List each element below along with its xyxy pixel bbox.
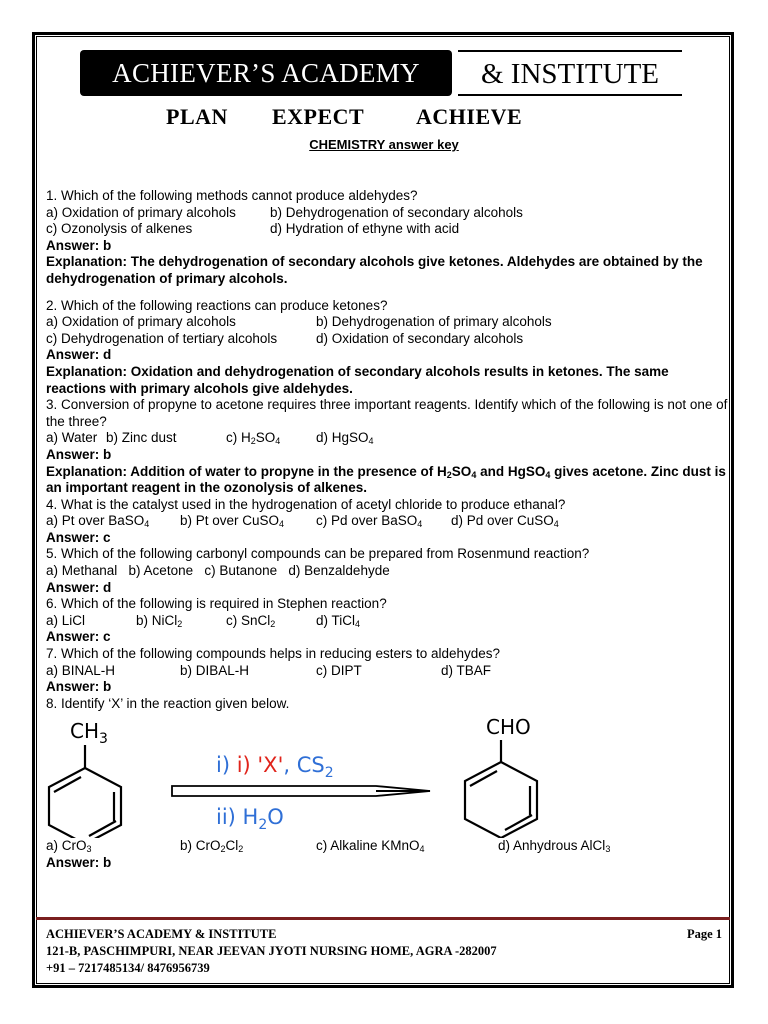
benzaldehyde-label: CHO (486, 715, 531, 740)
q7-text: 7. Which of the following compounds helps in reducing esters to aldehydes? (46, 646, 501, 662)
q3-options (46, 430, 730, 447)
q3-option-a: a) Water (46, 430, 98, 446)
q3-answer: Answer: b (46, 446, 112, 462)
q2-option-b: b) Dehydrogenation of primary alcohols (316, 314, 552, 330)
q7-option-d: d) TBAF (441, 662, 492, 678)
page-number: Page 1 (686, 927, 722, 941)
q8-text: 8. Identify ‘X’ in the reaction given below. (46, 695, 290, 711)
q5-text: 5. Which of the following carbonyl compounds can be prepared from Rosenmund reaction? (46, 546, 590, 562)
q4-answer: Answer: c (46, 529, 111, 545)
q2-option-a: a) Oxidation of primary alcohols (46, 314, 236, 330)
q7-answer: Answer: b (46, 679, 112, 695)
motto-achieve: ACHIEVE (416, 104, 523, 129)
q6-option-c: c) SnCl$_2$ (226, 612, 276, 629)
answer-key-title: CHEMISTRY answer key (309, 137, 459, 152)
reaction-arrow (172, 786, 430, 796)
q8-option-a: a) CrO$_3$ (46, 838, 92, 855)
footer (46, 926, 722, 977)
q2-options-row2 (46, 331, 730, 348)
motto-plan: PLAN (166, 104, 228, 129)
toluene-double-bond-2 (54, 777, 81, 792)
q6-option-d: d) TiCl$_4$ (316, 612, 361, 629)
footer-divider (36, 917, 730, 920)
q6-answer: Answer: c (46, 629, 111, 645)
q6-options (46, 613, 730, 630)
q8-option-d: d) Anhydrous AlCl$_3$ (498, 838, 611, 855)
q8-option-b: b) $CrO_2Cl_2$ (180, 838, 244, 855)
q4-option-d: d) Pd over CuSO$_4$ (451, 513, 559, 530)
q4-option-b: b) Pt over CuSO$_4$ (180, 513, 285, 530)
q1-options-row1 (46, 205, 730, 222)
benzaldehyde-double-bond-2 (470, 771, 497, 786)
q4-option-c: c) Pd over BaSO$_4$ (316, 513, 423, 530)
q1-explanation: Explanation: The dehydrogenation of secondary alcohols give ketones. Aldehydes are obtained by the dehydrogenation of primary alcohols. (46, 254, 703, 286)
q7-option-b: b) DIBAL-H (180, 662, 250, 678)
q7-option-c: c) DIPT (316, 662, 362, 678)
q4-option-a: a) Pt over BaSO$_4$ (46, 513, 150, 530)
academy-banner: ACHIEVER’S ACADEMY (80, 50, 452, 96)
footer-address: 121-B, PASCHIMPURI, NEAR JEEVAN JYOTI NURSING HOME, AGRA -282007 (46, 944, 497, 958)
q1-option-d: d) Hydration of ethyne with acid (270, 221, 460, 237)
q7-options (46, 663, 730, 680)
q8-options (46, 838, 730, 855)
q6-option-b: b) NiCl$_2$ (136, 612, 183, 629)
institute-label: & INSTITUTE (458, 50, 682, 96)
q5-answer: Answer: d (46, 579, 112, 595)
q3-option-b: b) Zinc dust (106, 430, 177, 446)
reaction-scheme (46, 712, 730, 838)
reagent-step-1: i) i) 'X', $CS_2$ (216, 753, 334, 782)
q4-text: 4. What is the catalyst used in the hydrogenation of acetyl chloride to produce ethanal? (46, 496, 566, 512)
q1-option-b: b) Dehydrogenation of secondary alcohols (270, 204, 523, 220)
q1-text: 1. Which of the following methods cannot produce aldehydes? (46, 188, 418, 203)
q8-option-c: c) Alkaline KMnO$_4$ (316, 838, 425, 855)
motto-expect: EXPECT (272, 104, 365, 129)
q2-text: 2. Which of the following reactions can produce ketones? (46, 297, 388, 313)
q7-option-a: a) BINAL-H (46, 662, 116, 678)
toluene-label: $CH_3$ (70, 719, 108, 748)
q2-answer: Answer: d (46, 347, 112, 363)
q3-option-c: c) $H_2SO_4$ (226, 430, 281, 447)
q2-options-row1 (46, 314, 730, 331)
q3-explanation: Explanation: Addition of water to propyne in the presence of $H_2SO_4$ and HgSO$_4$ gives acetone. Zinc dust is an important reagent in the ozonolysis of alkenes. (46, 463, 726, 496)
q6-option-a: a) LiCl (46, 612, 86, 628)
q8-reaction-diagram (46, 712, 730, 838)
q2-option-d: d) Oxidation of secondary alcohols (316, 330, 524, 346)
q3-option-d: d) HgSO$_4$ (316, 430, 374, 447)
q3-text: 3. Conversion of propyne to acetone requires three important reagents. Identify which of the following is not one of the three? (46, 397, 728, 429)
q8-answer: Answer: b (46, 855, 112, 870)
q6-text: 6. Which of the following is required in Stephen reaction? (46, 596, 387, 612)
footer-phone: +91 – 7217485134/ 8476956739 (46, 961, 210, 975)
footer-institute-name: ACHIEVER’S ACADEMY & INSTITUTE Page 1 (46, 927, 722, 941)
benzaldehyde-structure (465, 740, 537, 838)
q5-options: a) Methanal b) Acetone c) Butanone d) Benzaldehyde (46, 563, 390, 579)
q2-option-c: c) Dehydrogenation of tertiary alcohols (46, 330, 278, 346)
q4-options (46, 513, 730, 530)
q1-answer: Answer: b (46, 237, 112, 253)
toluene-structure (49, 745, 121, 838)
q1-option-a: a) Oxidation of primary alcohols (46, 204, 236, 220)
questions-body (46, 188, 730, 872)
benzaldehyde-ring (465, 762, 537, 838)
q2-explanation: Explanation: Oxidation and dehydrogenation of secondary alcohols results in ketones. The same reactions with primary alcohols give aldehydes. (46, 363, 669, 396)
toluene-ring (49, 768, 121, 838)
q1-option-c: c) Ozonolysis of alkenes (46, 221, 193, 237)
reagent-step-2: ii) $H_2O$ (216, 805, 284, 834)
q1-options-row2 (46, 221, 730, 238)
